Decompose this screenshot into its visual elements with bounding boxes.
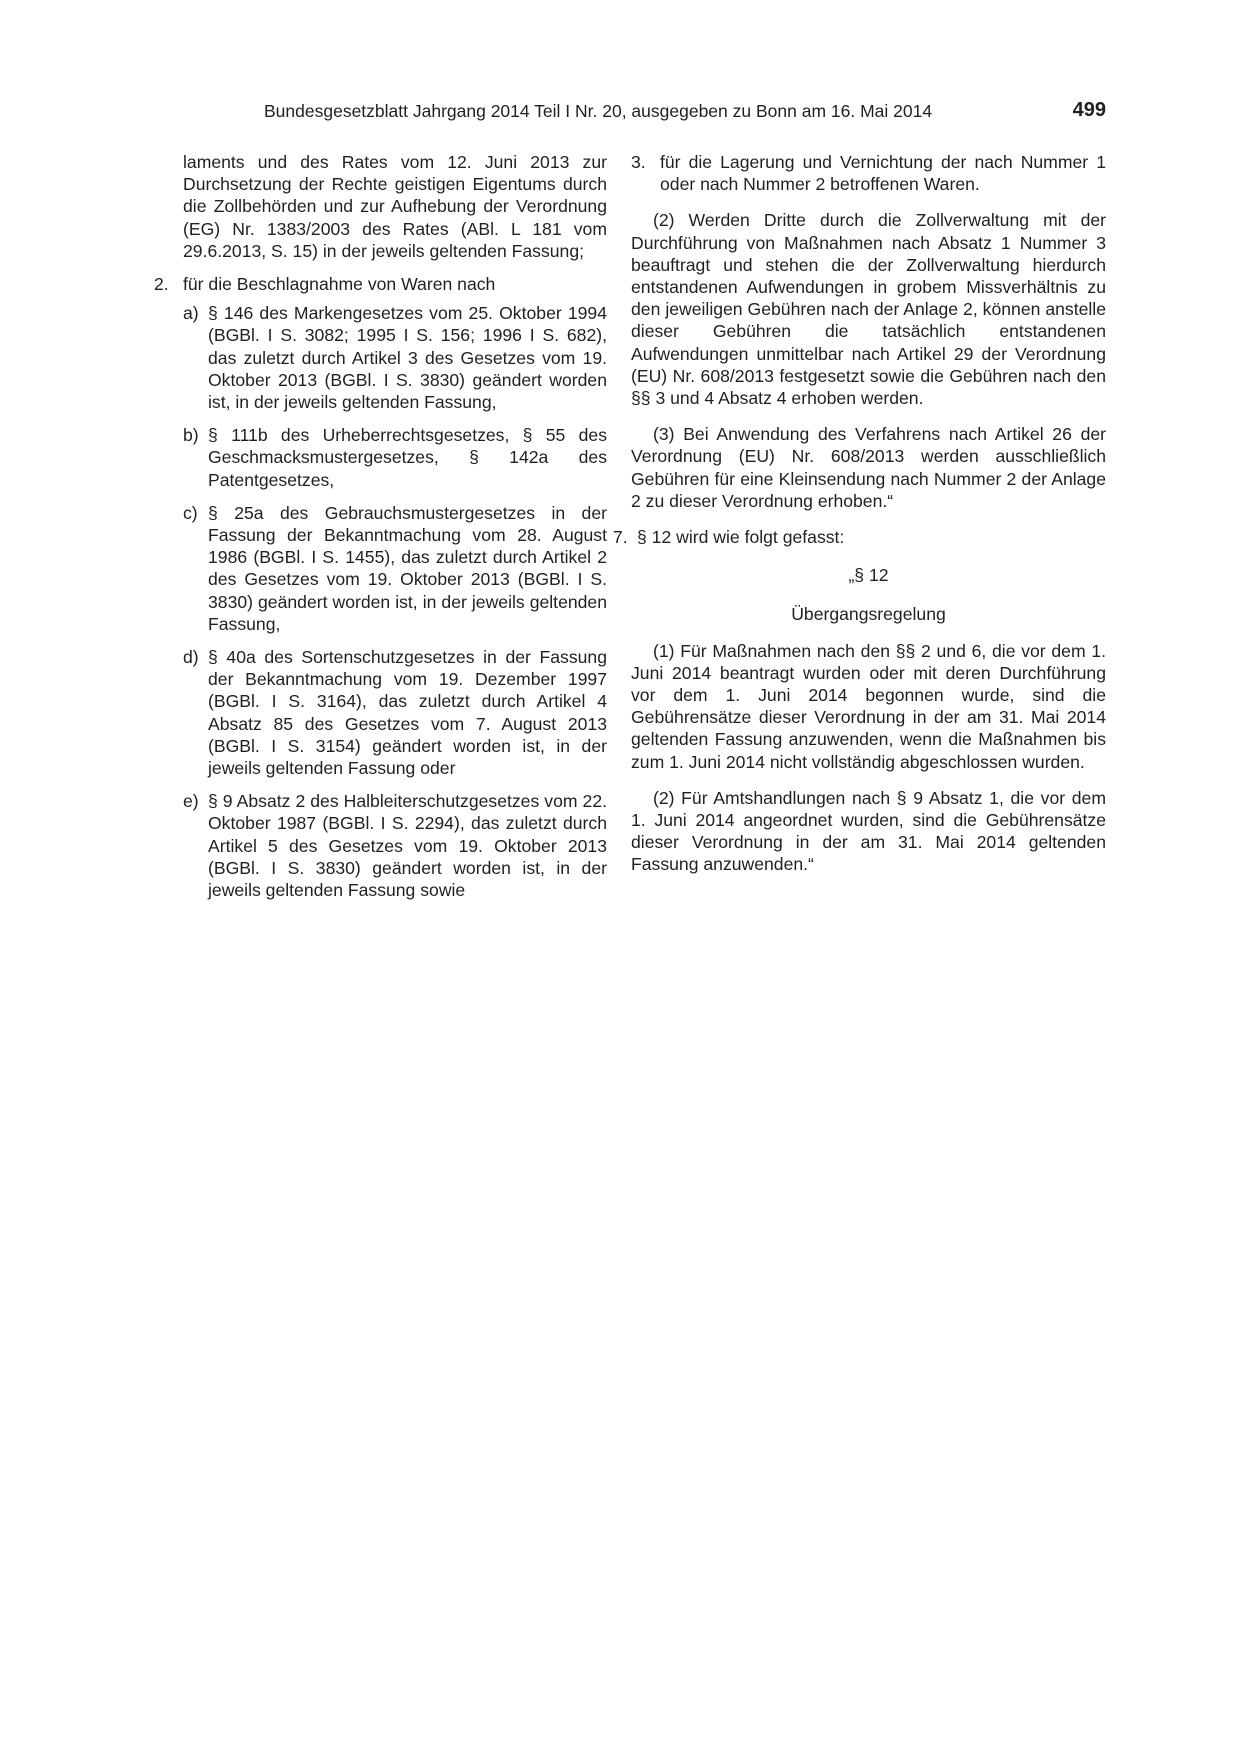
sub-item-text: § 146 des Markengesetzes vom 25. Oktober 1994 (BGBl. I S. 3082; 1995 I S. 156; 1996 I S. 682), das zuletzt durch Artikel 3 des Gesetzes vom 19. Oktober 2013 (BGBl. I S. 3830) geändert worden ist, in der jeweils geltenden Fassung,	[208, 303, 607, 413]
sub-item-a	[183, 302, 607, 413]
sub-item-e	[183, 790, 607, 901]
list-item-text: für die Lagerung und Vernichtung der nach Nummer 1 oder nach Nummer 2 betroffenen Waren.	[660, 152, 1106, 195]
paragraph-2: (2) Werden Dritte durch die Zollverwaltung mit der Durchführung von Maßnahmen nach Absatz 1 Nummer 3 beauftragt und stehen die der Zollverwaltung hierdurch entstandenen Aufwendungen in grobem Missverhältnis zu den jeweiligen Gebühren nach der Anlage 2, können anstelle dieser Gebühren die tatsächlich entstandenen Aufwendungen unmittelbar nach Artikel 29 der Verordnung (EU) Nr. 608/2013 festgesetzt sowie die Gebühren nach den §§ 3 und 4 Absatz 4 erhoben werden.	[631, 210, 1106, 409]
sub-item-label: b)	[183, 425, 199, 446]
list-item-3	[631, 151, 1106, 195]
section-heading: „§ 12	[848, 565, 889, 586]
section-title: Übergangsregelung	[791, 604, 946, 625]
header-title: Bundesgesetzblatt Jahrgang 2014 Teil I Nr. 20, ausgegeben zu Bonn am 16. Mai 2014	[264, 101, 933, 121]
sub-item-label: e)	[183, 791, 199, 812]
sub-item-label: a)	[183, 303, 199, 324]
section-12-paragraph-1: (1) Für Maßnahmen nach den §§ 2 und 6, die vor dem 1. Juni 2014 beantragt wurden oder mit deren Durchführung vor dem 1. Juni 2014 begonnen wurde, sind die Gebührensätze dieser Verordnung in der am 31. Mai 2014 geltenden Fassung anzuwenden, wenn die Maßnahmen bis zum 1. Juni 2014 nicht vollständig abgeschlossen wurden.	[631, 640, 1106, 772]
list-number: 2.	[154, 274, 169, 295]
sub-item-text: § 40a des Sortenschutzgesetzes in der Fassung der Bekanntmachung vom 19. Dezember 1997 (BGBl. I S. 3164), das zuletzt durch Artikel 4 Absatz 85 des Gesetzes vom 7. August 2013 (BGBl. I S. 3154) geändert worden ist, in der jeweils geltenden Fassung oder	[208, 647, 607, 779]
list-item-text: § 12 wird wie folgt gefasst:	[637, 527, 845, 548]
section-12-paragraph-2: (2) Für Amtshandlungen nach § 9 Absatz 1, die vor dem 1. Juni 2014 angeordnet wurden, sind die Gebührensätze dieser Verordnung in der am 31. Mai 2014 geltenden Fassung anzuwenden.“	[631, 787, 1106, 875]
sub-item-text: § 9 Absatz 2 des Halbleiterschutzgesetzes vom 22. Oktober 1987 (BGBl. I S. 2294), das zuletzt durch Artikel 5 des Gesetzes vom 19. Oktober 2013 (BGBl. I S. 3830) geändert worden ist, in der jeweils geltenden Fassung sowie	[208, 791, 607, 901]
sub-item-text: § 111b des Urheberrechtsgesetzes, § 55 des Geschmacksmustergesetzes, § 142a des Patentgesetzes,	[208, 425, 607, 490]
right-column	[613, 151, 1106, 876]
paragraph-3: (3) Bei Anwendung des Verfahrens nach Artikel 26 der Verordnung (EU) Nr. 608/2013 werden ausschließlich Gebühren für eine Kleinsendung nach Nummer 2 der Anlage 2 zu dieser Verordnung erhoben.“	[631, 424, 1106, 511]
sub-item-b	[183, 424, 607, 491]
continuation-text: laments und des Rates vom 12. Juni 2013 zur Durchsetzung der Rechte geistigen Eigentums durch die Zollbehörden und zur Aufhebung der Verordnung (EG) Nr. 1383/2003 des Rates (ABl. L 181 vom 29.6.2013, S. 15) in der jeweils geltenden Fassung;	[183, 152, 607, 261]
page-number: 499	[1072, 99, 1106, 121]
sub-item-text: § 25a des Gebrauchsmustergesetzes in der Fassung der Bekanntmachung vom 28. August 1986 (BGBl. I S. 1455), das zuletzt durch Artikel 2 des Gesetzes vom 19. Oktober 2013 (BGBl. I S. 3830) geändert worden ist, in der jeweils geltenden Fassung,	[208, 502, 607, 634]
list-number: 3.	[631, 152, 646, 172]
page-header	[0, 101, 1241, 127]
list-item-7	[613, 526, 1106, 548]
sub-item-label: c)	[183, 502, 198, 523]
sub-item-c	[183, 502, 607, 635]
list-number: 7.	[613, 527, 628, 548]
list-item-text: für die Beschlagnahme von Waren nach	[183, 274, 496, 295]
sub-item-d	[183, 646, 607, 779]
left-column	[154, 151, 607, 901]
list-item-2	[154, 273, 607, 295]
sub-item-label: d)	[183, 647, 199, 668]
